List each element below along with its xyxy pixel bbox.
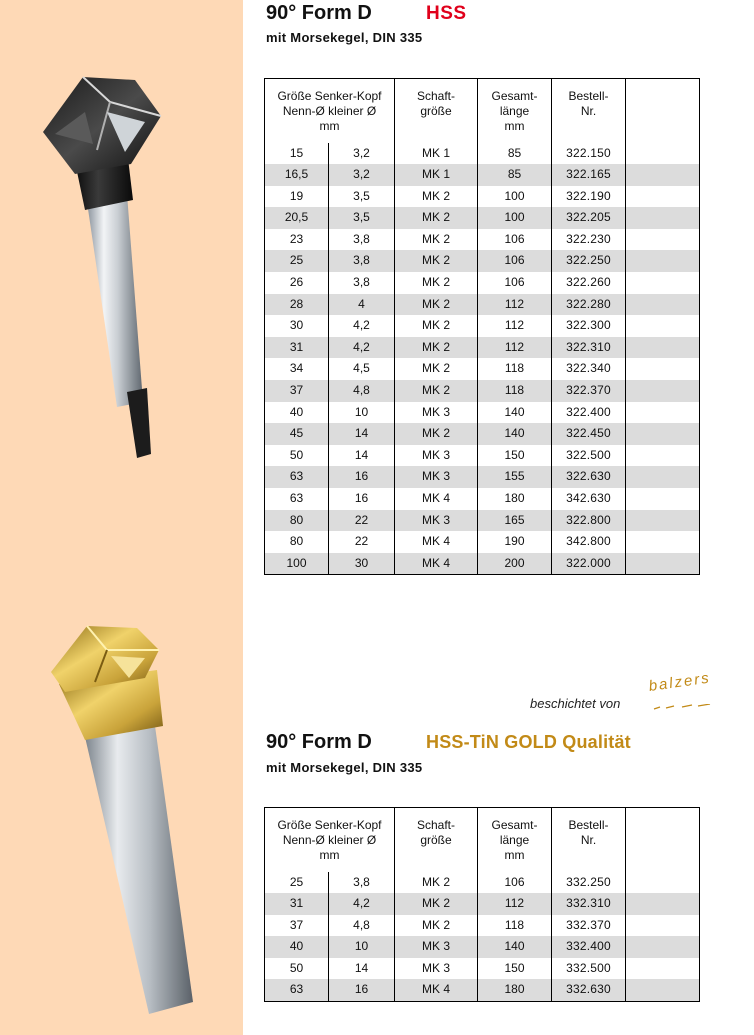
small-diameter-cell: 22 [329, 531, 395, 553]
table-row [265, 958, 700, 980]
blank-cell [626, 553, 700, 575]
order-number-cell: 322.165 [552, 164, 626, 186]
total-length-cell: 200 [478, 553, 552, 575]
header-shaft: Schaft- größe [395, 79, 478, 143]
small-diameter-cell: 3,8 [329, 229, 395, 251]
order-number-cell: 322.205 [552, 207, 626, 229]
small-diameter-cell: 10 [329, 402, 395, 424]
order-number-cell: 322.300 [552, 315, 626, 337]
total-length-cell: 112 [478, 294, 552, 316]
shaft-size-cell: MK 3 [395, 936, 478, 958]
total-length-cell: 118 [478, 380, 552, 402]
spec-table-tin-gold-body [265, 872, 700, 1002]
small-diameter-cell: 16 [329, 466, 395, 488]
header-order-no: Bestell- Nr. [552, 79, 626, 143]
total-length-cell: 106 [478, 872, 552, 894]
spec-table-hss [264, 78, 700, 575]
nominal-diameter-cell: 19 [265, 186, 329, 208]
total-length-cell: 112 [478, 315, 552, 337]
table-row [265, 488, 700, 510]
order-number-cell: 342.630 [552, 488, 626, 510]
table-row [265, 294, 700, 316]
header-length: Gesamt- länge mm [478, 79, 552, 143]
order-number-cell: 332.250 [552, 872, 626, 894]
blank-cell [626, 207, 700, 229]
balzers-logo-underline [652, 704, 714, 710]
shaft-size-cell: MK 2 [395, 893, 478, 915]
table-row [265, 186, 700, 208]
order-number-cell: 332.370 [552, 915, 626, 937]
nominal-diameter-cell: 63 [265, 979, 329, 1001]
shaft-size-cell: MK 2 [395, 358, 478, 380]
blank-cell [626, 510, 700, 532]
small-diameter-cell: 4,2 [329, 893, 395, 915]
shaft-size-cell: MK 3 [395, 466, 478, 488]
total-length-cell: 150 [478, 958, 552, 980]
nominal-diameter-cell: 50 [265, 445, 329, 467]
shaft-size-cell: MK 1 [395, 164, 478, 186]
small-diameter-cell: 10 [329, 936, 395, 958]
small-diameter-cell: 3,2 [329, 143, 395, 165]
blank-cell [626, 294, 700, 316]
blank-cell [626, 423, 700, 445]
total-length-cell: 112 [478, 337, 552, 359]
blank-cell [626, 893, 700, 915]
order-number-cell: 322.190 [552, 186, 626, 208]
table-row [265, 380, 700, 402]
shaft-size-cell: MK 2 [395, 915, 478, 937]
header-size: Größe Senker-Kopf Nenn-Ø kleiner Ø mm [265, 79, 395, 143]
small-diameter-cell: 4,2 [329, 315, 395, 337]
blank-cell [626, 229, 700, 251]
total-length-cell: 106 [478, 272, 552, 294]
shaft-size-cell: MK 2 [395, 423, 478, 445]
small-diameter-cell: 3,8 [329, 872, 395, 894]
header-length: Gesamt- länge mm [478, 808, 552, 872]
total-length-cell: 165 [478, 510, 552, 532]
shaft-size-cell: MK 2 [395, 272, 478, 294]
order-number-cell: 322.500 [552, 445, 626, 467]
order-number-cell: 322.370 [552, 380, 626, 402]
section1-subtitle: mit Morsekegel, DIN 335 [266, 30, 423, 45]
order-number-cell: 332.630 [552, 979, 626, 1001]
header-order-no: Bestell- Nr. [552, 808, 626, 872]
total-length-cell: 150 [478, 445, 552, 467]
countersink-tin-gold-icon [45, 622, 195, 1020]
shaft-size-cell: MK 2 [395, 250, 478, 272]
small-diameter-cell: 22 [329, 510, 395, 532]
small-diameter-cell: 16 [329, 979, 395, 1001]
nominal-diameter-cell: 80 [265, 531, 329, 553]
small-diameter-cell: 14 [329, 423, 395, 445]
table-row [265, 979, 700, 1001]
small-diameter-cell: 3,8 [329, 250, 395, 272]
shaft-size-cell: MK 4 [395, 488, 478, 510]
total-length-cell: 100 [478, 207, 552, 229]
order-number-cell: 322.000 [552, 553, 626, 575]
nominal-diameter-cell: 40 [265, 936, 329, 958]
order-number-cell: 322.260 [552, 272, 626, 294]
nominal-diameter-cell: 30 [265, 315, 329, 337]
section1-title: 90° Form D [266, 2, 372, 24]
table-row [265, 250, 700, 272]
blank-cell [626, 488, 700, 510]
blank-cell [626, 466, 700, 488]
header-size: Größe Senker-Kopf Nenn-Ø kleiner Ø mm [265, 808, 395, 872]
nominal-diameter-cell: 40 [265, 402, 329, 424]
total-length-cell: 106 [478, 250, 552, 272]
nominal-diameter-cell: 23 [265, 229, 329, 251]
section2-material: HSS-TiN GOLD Qualität [426, 732, 631, 752]
header-shaft: Schaft- größe [395, 808, 478, 872]
balzers-logo: balzers [647, 669, 712, 695]
order-number-cell: 322.340 [552, 358, 626, 380]
small-diameter-cell: 3,5 [329, 207, 395, 229]
shaft-size-cell: MK 3 [395, 510, 478, 532]
nominal-diameter-cell: 28 [265, 294, 329, 316]
table-row [265, 510, 700, 532]
small-diameter-cell: 14 [329, 958, 395, 980]
table-row [265, 466, 700, 488]
small-diameter-cell: 3,8 [329, 272, 395, 294]
order-number-cell: 322.310 [552, 337, 626, 359]
shaft-size-cell: MK 3 [395, 958, 478, 980]
coating-label: beschichtet von [530, 696, 621, 711]
total-length-cell: 180 [478, 979, 552, 1001]
nominal-diameter-cell: 50 [265, 958, 329, 980]
table-row [265, 207, 700, 229]
order-number-cell: 322.800 [552, 510, 626, 532]
section1-material: HSS [426, 3, 467, 24]
nominal-diameter-cell: 15 [265, 143, 329, 165]
nominal-diameter-cell: 31 [265, 893, 329, 915]
section2-title: 90° Form D [266, 731, 372, 753]
table-row [265, 445, 700, 467]
countersink-hss-icon [35, 72, 175, 464]
section2-subtitle: mit Morsekegel, DIN 335 [266, 760, 423, 775]
blank-cell [626, 915, 700, 937]
nominal-diameter-cell: 37 [265, 380, 329, 402]
table-row [265, 315, 700, 337]
table-row [265, 402, 700, 424]
shaft-size-cell: MK 2 [395, 315, 478, 337]
blank-cell [626, 186, 700, 208]
blank-cell [626, 380, 700, 402]
total-length-cell: 85 [478, 143, 552, 165]
section2-heading [266, 731, 631, 754]
shaft-size-cell: MK 2 [395, 380, 478, 402]
nominal-diameter-cell: 80 [265, 510, 329, 532]
header-blank [626, 79, 700, 143]
shaft-size-cell: MK 2 [395, 337, 478, 359]
table-row [265, 272, 700, 294]
shaft-size-cell: MK 4 [395, 979, 478, 1001]
small-diameter-cell: 3,5 [329, 186, 395, 208]
nominal-diameter-cell: 100 [265, 553, 329, 575]
small-diameter-cell: 4 [329, 294, 395, 316]
spec-table-hss-body [265, 143, 700, 575]
small-diameter-cell: 3,2 [329, 164, 395, 186]
blank-cell [626, 272, 700, 294]
order-number-cell: 332.500 [552, 958, 626, 980]
table-row [265, 936, 700, 958]
shaft-size-cell: MK 2 [395, 207, 478, 229]
table-row [265, 164, 700, 186]
blank-cell [626, 445, 700, 467]
total-length-cell: 85 [478, 164, 552, 186]
shaft-size-cell: MK 2 [395, 294, 478, 316]
shaft-size-cell: MK 2 [395, 186, 478, 208]
order-number-cell: 322.450 [552, 423, 626, 445]
table-row [265, 893, 700, 915]
table-row [265, 423, 700, 445]
order-number-cell: 342.800 [552, 531, 626, 553]
spec-table-tin-gold [264, 807, 700, 1002]
nominal-diameter-cell: 34 [265, 358, 329, 380]
order-number-cell: 322.150 [552, 143, 626, 165]
blank-cell [626, 164, 700, 186]
small-diameter-cell: 4,8 [329, 380, 395, 402]
total-length-cell: 118 [478, 358, 552, 380]
total-length-cell: 118 [478, 915, 552, 937]
table-row [265, 531, 700, 553]
small-diameter-cell: 14 [329, 445, 395, 467]
blank-cell [626, 143, 700, 165]
blank-cell [626, 402, 700, 424]
blank-cell [626, 315, 700, 337]
nominal-diameter-cell: 37 [265, 915, 329, 937]
nominal-diameter-cell: 63 [265, 466, 329, 488]
section1-heading [266, 2, 467, 25]
total-length-cell: 100 [478, 186, 552, 208]
small-diameter-cell: 4,5 [329, 358, 395, 380]
total-length-cell: 190 [478, 531, 552, 553]
nominal-diameter-cell: 20,5 [265, 207, 329, 229]
blank-cell [626, 358, 700, 380]
order-number-cell: 322.230 [552, 229, 626, 251]
table-row [265, 358, 700, 380]
nominal-diameter-cell: 31 [265, 337, 329, 359]
order-number-cell: 322.280 [552, 294, 626, 316]
order-number-cell: 322.630 [552, 466, 626, 488]
order-number-cell: 332.310 [552, 893, 626, 915]
total-length-cell: 140 [478, 402, 552, 424]
total-length-cell: 106 [478, 229, 552, 251]
nominal-diameter-cell: 45 [265, 423, 329, 445]
nominal-diameter-cell: 25 [265, 250, 329, 272]
order-number-cell: 322.400 [552, 402, 626, 424]
blank-cell [626, 958, 700, 980]
total-length-cell: 180 [478, 488, 552, 510]
nominal-diameter-cell: 16,5 [265, 164, 329, 186]
table-row [265, 143, 700, 165]
total-length-cell: 155 [478, 466, 552, 488]
blank-cell [626, 250, 700, 272]
blank-cell [626, 872, 700, 894]
shaft-size-cell: MK 3 [395, 402, 478, 424]
blank-cell [626, 531, 700, 553]
shaft-size-cell: MK 1 [395, 143, 478, 165]
table-row [265, 337, 700, 359]
order-number-cell: 322.250 [552, 250, 626, 272]
nominal-diameter-cell: 63 [265, 488, 329, 510]
total-length-cell: 140 [478, 936, 552, 958]
table-row [265, 872, 700, 894]
total-length-cell: 140 [478, 423, 552, 445]
shaft-size-cell: MK 3 [395, 445, 478, 467]
shaft-size-cell: MK 2 [395, 872, 478, 894]
small-diameter-cell: 4,2 [329, 337, 395, 359]
order-number-cell: 332.400 [552, 936, 626, 958]
blank-cell [626, 936, 700, 958]
shaft-size-cell: MK 4 [395, 531, 478, 553]
total-length-cell: 112 [478, 893, 552, 915]
table-row [265, 229, 700, 251]
small-diameter-cell: 16 [329, 488, 395, 510]
small-diameter-cell: 4,8 [329, 915, 395, 937]
small-diameter-cell: 30 [329, 553, 395, 575]
shaft-size-cell: MK 2 [395, 229, 478, 251]
table-row [265, 553, 700, 575]
shaft-size-cell: MK 4 [395, 553, 478, 575]
header-blank [626, 808, 700, 872]
nominal-diameter-cell: 25 [265, 872, 329, 894]
blank-cell [626, 979, 700, 1001]
blank-cell [626, 337, 700, 359]
table-row [265, 915, 700, 937]
nominal-diameter-cell: 26 [265, 272, 329, 294]
